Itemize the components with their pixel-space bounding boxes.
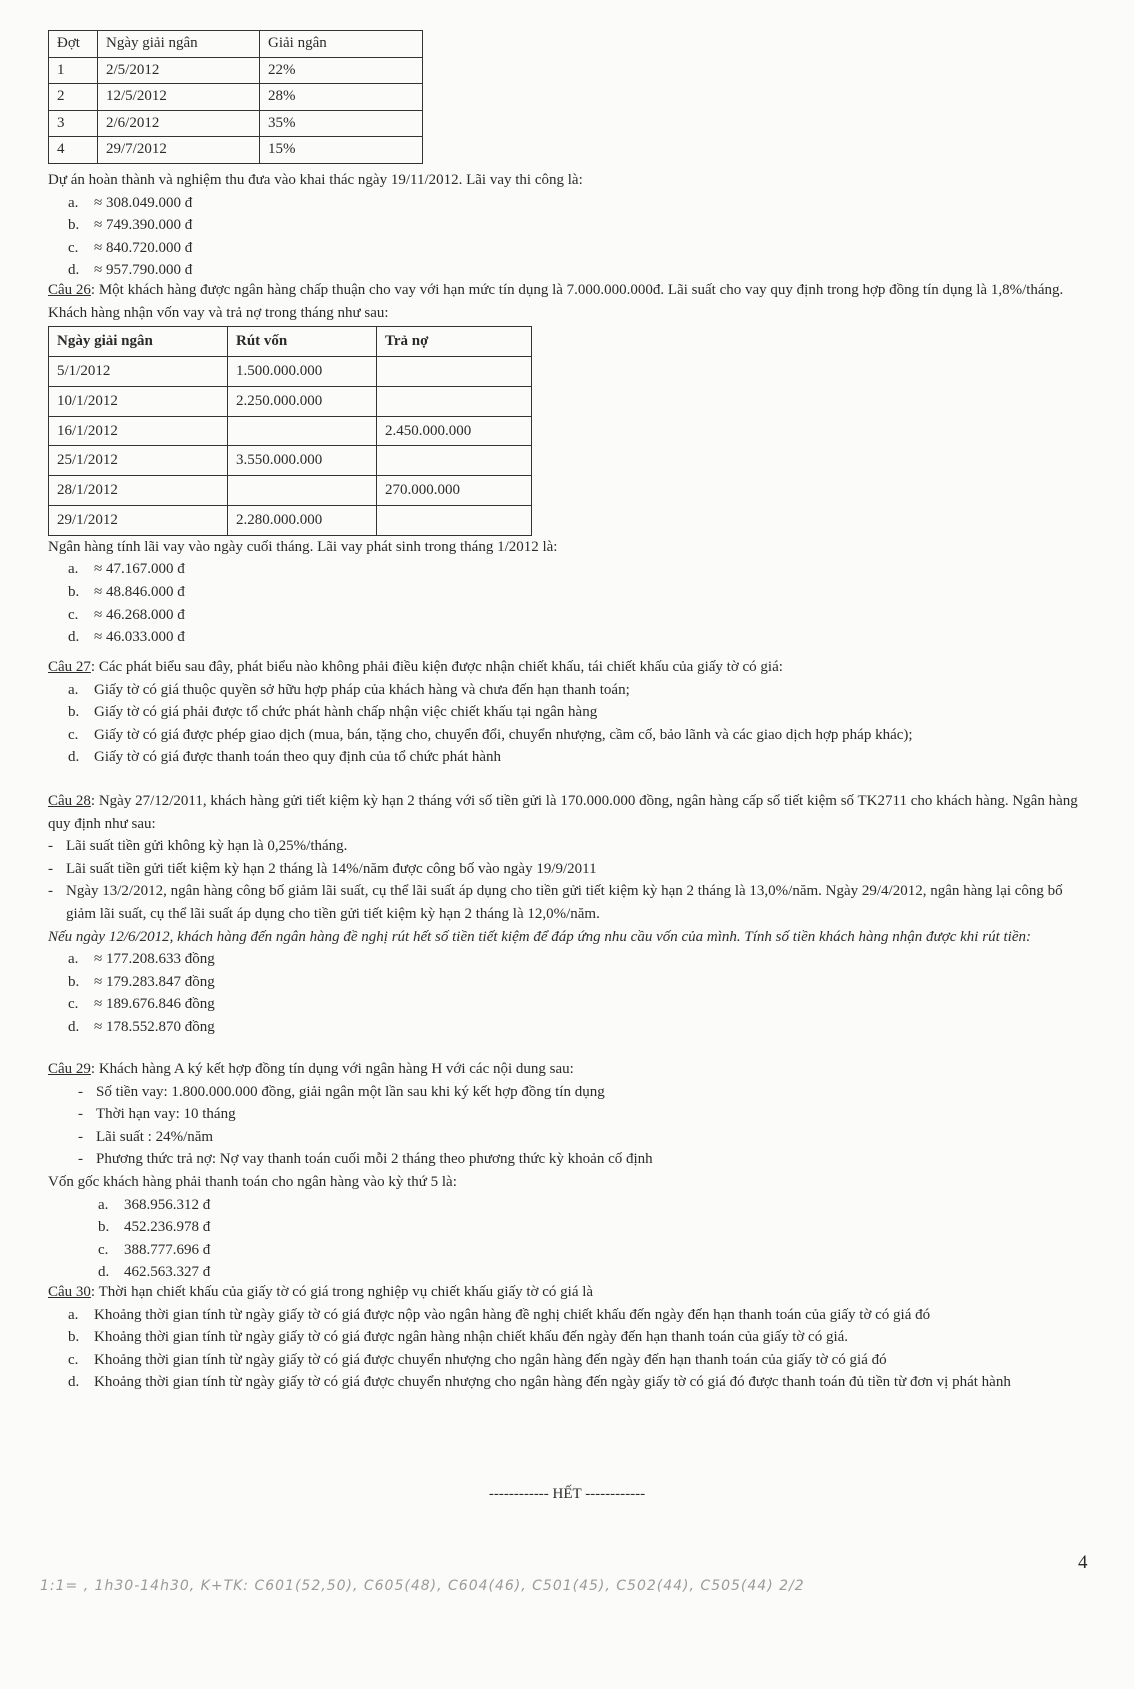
bullet-item [78, 1126, 1094, 1149]
answer-option [68, 1371, 1094, 1394]
table-cell: 2 [49, 84, 98, 111]
question-label: Câu 26 [48, 282, 91, 298]
option-letter: b. [68, 973, 80, 990]
option-letter: a. [68, 194, 79, 211]
table-cell [228, 476, 377, 506]
answer-option [68, 581, 1094, 604]
question-stem: : Ngày 27/12/2011, khách hàng gửi tiết kiệm kỳ hạn 2 tháng với số tiền gửi là 170.000.000 đồng, ngân hàng cấp sổ tiết kiệm số TK2711 cho khách hàng. Ngân hàng quy định như sau: [48, 793, 1078, 832]
table-row [49, 505, 532, 535]
option-text: ≈ 189.676.846 đồng [94, 996, 215, 1013]
option-letter: c. [68, 606, 79, 623]
bullet-text: Thời hạn vay: 10 tháng [96, 1106, 236, 1123]
option-letter: b. [68, 704, 80, 721]
option-letter: c. [98, 1241, 109, 1258]
option-text: ≈ 178.552.870 đồng [94, 1018, 215, 1035]
option-text: 462.563.327 đ [124, 1264, 211, 1281]
option-text: ≈ 840.720.000 đ [94, 239, 193, 256]
options-list [48, 192, 1094, 282]
table-cell [377, 386, 532, 416]
option-text: Giấy tờ có giá thuộc quyền sở hữu hợp pháp của khách hàng và chưa đến hạn thanh toán; [94, 681, 630, 698]
table-cell: 5/1/2012 [49, 356, 228, 386]
bullet-item [48, 880, 1094, 925]
table-cell: 16/1/2012 [49, 416, 228, 446]
option-letter: d. [68, 262, 80, 279]
option-letter: c. [68, 239, 79, 256]
dash-icon: - [78, 1106, 83, 1123]
end-marker: ------------ HẾT ------------ [488, 1486, 646, 1502]
option-text: 388.777.696 đ [124, 1241, 211, 1258]
dash-icon: - [48, 838, 53, 855]
question-prompt: Nếu ngày 12/6/2012, khách hàng đến ngân hàng đề nghị rút hết số tiền tiết kiệm để đáp ứng nhu cầu vốn của mình. Tính số tiền khách hàng nhận được khi rút tiền: [48, 928, 1031, 945]
table-cell: 28% [260, 84, 423, 111]
question-label: Câu 28 [48, 793, 91, 809]
answer-option [68, 701, 1094, 724]
bullet-item [48, 858, 1094, 881]
bullet-list [48, 835, 1094, 925]
table-header-cell: Trả nợ [377, 327, 532, 357]
option-text: 368.956.312 đ [124, 1196, 211, 1213]
option-text: Khoảng thời gian tính từ ngày giấy tờ có giá được chuyển nhượng cho ngân hàng đến ngày đến hạn thanh toán của giấy tờ có giá đó [94, 1351, 887, 1368]
options-list [48, 558, 1094, 648]
option-letter: a. [68, 681, 79, 698]
table-cell: 15% [260, 137, 423, 164]
table-cell [228, 416, 377, 446]
question-label: Câu 30 [48, 1284, 91, 1300]
table-cell: 22% [260, 57, 423, 84]
table-row [49, 476, 532, 506]
dash-icon: - [48, 883, 53, 900]
table-header-row [49, 327, 532, 357]
loan-transactions-table [48, 326, 532, 536]
option-text: 452.236.978 đ [124, 1219, 211, 1236]
question-28 [48, 790, 1094, 1039]
bullet-item [78, 1103, 1094, 1126]
bullet-text: Số tiền vay: 1.800.000.000 đồng, giải ngân một lần sau khi ký kết hợp đồng tín dụng [96, 1083, 605, 1100]
table-row [49, 386, 532, 416]
option-letter: a. [68, 951, 79, 968]
question-29 [48, 1058, 1094, 1284]
answer-option [68, 1016, 1094, 1039]
option-letter: c. [68, 1351, 79, 1368]
option-letter: b. [68, 217, 80, 234]
answer-option [68, 558, 1094, 581]
table-row [49, 356, 532, 386]
option-letter: d. [98, 1264, 110, 1281]
table-cell: 4 [49, 137, 98, 164]
answer-option [68, 1304, 1094, 1327]
option-letter: b. [68, 1329, 80, 1346]
table-cell: 35% [260, 110, 423, 137]
table-row [49, 57, 423, 84]
answer-option [68, 679, 1094, 702]
option-text: ≈ 308.049.000 đ [94, 194, 193, 211]
option-letter: a. [68, 1306, 79, 1323]
option-text: ≈ 957.790.000 đ [94, 262, 193, 279]
bullet-text: Ngày 13/2/2012, ngân hàng công bố giảm lãi suất, cụ thể lãi suất áp dụng cho tiền gửi tiết kiệm kỳ hạn 2 tháng là 13,0%/năm. Ngày 29/4/2012, ngân hàng lại công bố giảm lãi suất, cụ thể lãi suất áp dụng cho tiền gửi tiết kiệm kỳ hạn 2 tháng là 12,0%/năm. [66, 883, 1063, 922]
option-text: ≈ 179.283.847 đồng [94, 973, 215, 990]
table-row [49, 110, 423, 137]
answer-option [68, 192, 1094, 215]
question-25-tail [48, 169, 1094, 282]
question-stem: : Thời hạn chiết khấu của giấy tờ có giá trong nghiệp vụ chiết khấu giấy tờ có giá là [90, 1284, 594, 1300]
option-letter: c. [68, 726, 79, 743]
option-letter: d. [68, 1018, 80, 1035]
table-cell: 28/1/2012 [49, 476, 228, 506]
option-letter: c. [68, 996, 79, 1013]
disbursement-schedule-table [48, 30, 1094, 164]
table-cell: 29/7/2012 [98, 137, 260, 164]
dash-icon: - [78, 1083, 83, 1100]
table-cell: 12/5/2012 [98, 84, 260, 111]
table-header-cell: Rút vốn [228, 327, 377, 357]
option-text: Khoảng thời gian tính từ ngày giấy tờ có giá được chuyển nhượng cho ngân hàng đến ngày giấy tờ có giá đó được thanh toán đủ tiền từ đơn vị phát hành [94, 1374, 1011, 1391]
option-text: ≈ 47.167.000 đ [94, 561, 185, 578]
question-27 [48, 656, 1094, 769]
bullet-text: Lãi suất tiền gửi tiết kiệm kỳ hạn 2 tháng là 14%/năm được công bố vào ngày 19/9/2011 [66, 860, 597, 877]
table [48, 30, 423, 164]
dash-icon: - [78, 1128, 83, 1145]
option-letter: a. [68, 561, 79, 578]
answer-option [98, 1239, 1094, 1262]
options-list [48, 679, 1094, 769]
bullet-item [48, 835, 1094, 858]
table-header-cell: Đợt [49, 31, 98, 58]
dash-icon: - [78, 1151, 83, 1168]
table-cell: 2.250.000.000 [228, 386, 377, 416]
option-text: ≈ 46.268.000 đ [94, 606, 185, 623]
table-row [49, 137, 423, 164]
handwritten-note: 1:1= , 1h30-14h30, K+TK: C601(52,50), C605(48), C604(46), C501(45), C502(44), C505(44) 2/2 [40, 1578, 805, 1594]
option-letter: d. [68, 1374, 80, 1391]
option-text: Giấy tờ có giá được phép giao dịch (mua, bán, tặng cho, chuyển đổi, chuyển nhượng, cầm cố, bảo lãnh và các giao dịch hợp pháp khác); [94, 726, 913, 743]
option-letter: d. [68, 629, 80, 646]
answer-option [68, 237, 1094, 260]
table-cell: 1.500.000.000 [228, 356, 377, 386]
table-cell [377, 505, 532, 535]
table-cell: 2/6/2012 [98, 110, 260, 137]
answer-option [68, 1326, 1094, 1349]
answer-option [68, 604, 1094, 627]
option-text: Khoảng thời gian tính từ ngày giấy tờ có giá được ngân hàng nhận chiết khấu đến ngày đến hạn thanh toán của giấy tờ có giá. [94, 1329, 849, 1346]
bullet-text: Lãi suất : 24%/năm [96, 1128, 214, 1145]
bullet-text: Lãi suất tiền gửi không kỳ hạn là 0,25%/tháng. [66, 838, 348, 855]
answer-option [98, 1216, 1094, 1239]
answer-option [68, 724, 1094, 747]
answer-option [68, 214, 1094, 237]
table-header-cell: Ngày giải ngân [98, 31, 260, 58]
table-cell: 2.280.000.000 [228, 505, 377, 535]
question-stem: : Một khách hàng được ngân hàng chấp thuận cho vay với hạn mức tín dụng là 7.000.000.000đ. Lãi suất cho vay quy định trong hợp đồng tín dụng là 1,8%/tháng. Khách hàng nhận vốn vay và trả nợ trong tháng như sau: [48, 282, 1064, 321]
options-list [48, 1194, 1094, 1284]
table-cell: 3.550.000.000 [228, 446, 377, 476]
option-text: ≈ 177.208.633 đồng [94, 951, 215, 968]
table-cell: 25/1/2012 [49, 446, 228, 476]
option-text: ≈ 46.033.000 đ [94, 629, 185, 646]
option-letter: b. [98, 1219, 110, 1236]
table-row [49, 416, 532, 446]
table-header-cell: Ngày giải ngân [49, 327, 228, 357]
page-number: 4 [1078, 1552, 1088, 1573]
question-prompt: Ngân hàng tính lãi vay vào ngày cuối tháng. Lãi vay phát sinh trong tháng 1/2012 là: [48, 538, 558, 555]
option-text: Giấy tờ có giá phải được tổ chức phát hành chấp nhận việc chiết khấu tại ngân hàng [94, 704, 598, 721]
dash-icon: - [48, 860, 53, 877]
question-stem: : Các phát biểu sau đây, phát biểu nào không phải điều kiện được nhận chiết khấu, tái chiết khấu của giấy tờ có giá: [90, 659, 783, 675]
question-label: Câu 29 [48, 1061, 91, 1077]
question-stem: : Khách hàng A ký kết hợp đồng tín dụng với ngân hàng H với các nội dung sau: [90, 1061, 574, 1077]
table-cell: 3 [49, 110, 98, 137]
answer-option [68, 626, 1094, 649]
options-list [48, 948, 1094, 1038]
table-cell: 10/1/2012 [49, 386, 228, 416]
table-cell: 2.450.000.000 [377, 416, 532, 446]
option-text: Giấy tờ có giá được thanh toán theo quy định của tổ chức phát hành [94, 749, 502, 766]
table-cell: 1 [49, 57, 98, 84]
question-prompt: Vốn gốc khách hàng phải thanh toán cho ngân hàng vào kỳ thứ 5 là: [48, 1173, 457, 1190]
table-cell: 2/5/2012 [98, 57, 260, 84]
option-letter: d. [68, 749, 80, 766]
table-row [49, 84, 423, 111]
question-30 [48, 1281, 1094, 1394]
answer-option [68, 948, 1094, 971]
answer-option [68, 971, 1094, 994]
table-header-cell: Giải ngân [260, 31, 423, 58]
option-letter: b. [68, 583, 80, 600]
option-letter: a. [98, 1196, 109, 1213]
answer-option [68, 1349, 1094, 1372]
table-row [49, 446, 532, 476]
bullet-item [78, 1081, 1094, 1104]
question-stem: Dự án hoàn thành và nghiệm thu đưa vào khai thác ngày 19/11/2012. Lãi vay thi công là: [48, 172, 583, 188]
bullet-text: Phương thức trả nợ: Nợ vay thanh toán cuối mỗi 2 tháng theo phương thức kỳ khoản cố định [96, 1151, 653, 1168]
option-text: Khoảng thời gian tính từ ngày giấy tờ có giá được nộp vào ngân hàng đề nghị chiết khấu đến ngày đến hạn thanh toán của giấy tờ có giá đó [94, 1306, 931, 1323]
answer-option [98, 1194, 1094, 1217]
answer-option [68, 993, 1094, 1016]
bullet-item [78, 1148, 1094, 1171]
table-cell: 270.000.000 [377, 476, 532, 506]
options-list [48, 1304, 1094, 1394]
question-label: Câu 27 [48, 659, 91, 675]
bullet-list [48, 1081, 1094, 1171]
table-cell [377, 356, 532, 386]
table-header-row [49, 31, 423, 58]
question-26 [48, 279, 1094, 649]
option-text: ≈ 749.390.000 đ [94, 217, 193, 234]
table-cell [377, 446, 532, 476]
option-text: ≈ 48.846.000 đ [94, 583, 185, 600]
answer-option [68, 746, 1094, 769]
table-cell: 29/1/2012 [49, 505, 228, 535]
